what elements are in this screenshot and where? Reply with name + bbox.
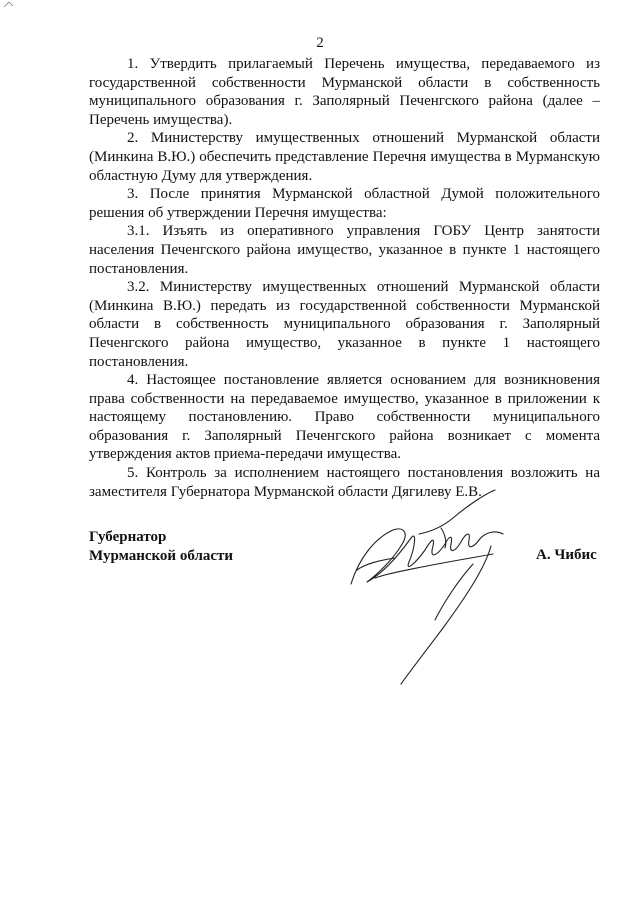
paragraph-2: 2. Министерству имущественных отношений Мурманской области (Минкина В.Ю.) обеспечить представление Перечня имущества в Мурманскую областную Думу для утверждения. [89, 130, 600, 184]
signatory-title [89, 528, 233, 565]
paragraph-1: 1. Утвердить прилагаемый Перечень имущества, передаваемого из государственной собственности Мурманской области в собственность муниципального образования г. Заполярный Печенгского района (далее – Перечень имущества). [89, 56, 600, 128]
handwritten-signature [345, 488, 515, 698]
document-body [89, 55, 600, 501]
paragraph-4: 4. Настоящее постановление является основанием для возникновения права собственности на передаваемое имущество, указанное в приложении к настоящему постановлению. Право собственности муниципального образования г. Заполярный Печенгского района возникает с момента утверждения актов приема-передачи имущества. [89, 372, 600, 463]
signatory-title-line-2: Мурманской области [89, 547, 234, 564]
signatory-title-line-1: Губернатор [89, 529, 167, 545]
scan-corner-mark [3, 0, 23, 8]
paragraph-5: 5. Контроль за исполнением настоящего постановления возложить на заместителя Губернатора Мурманской области Дягилеву Е.В. [89, 465, 600, 500]
paragraph-3-1: 3.1. Изъять из оперативного управления ГОБУ Центр занятости населения Печенгского района имущество, указанное в пункте 1 настоящего постановления. [89, 223, 600, 277]
signatory-name: А. Чибис [536, 547, 597, 563]
paragraph-3: 3. После принятия Мурманской областной Думой положительного решения об утверждении Перечня имущества: [89, 186, 600, 221]
paragraph-3-2: 3.2. Министерству имущественных отношений Мурманской области (Минкина В.Ю.) передать из государственной собственности Мурманской области в собственность муниципального образования г. Заполярный Печенгского района имущество, указанное в пункте 1 настоящего постановления. [89, 279, 600, 370]
page-number: 2 [316, 35, 324, 51]
